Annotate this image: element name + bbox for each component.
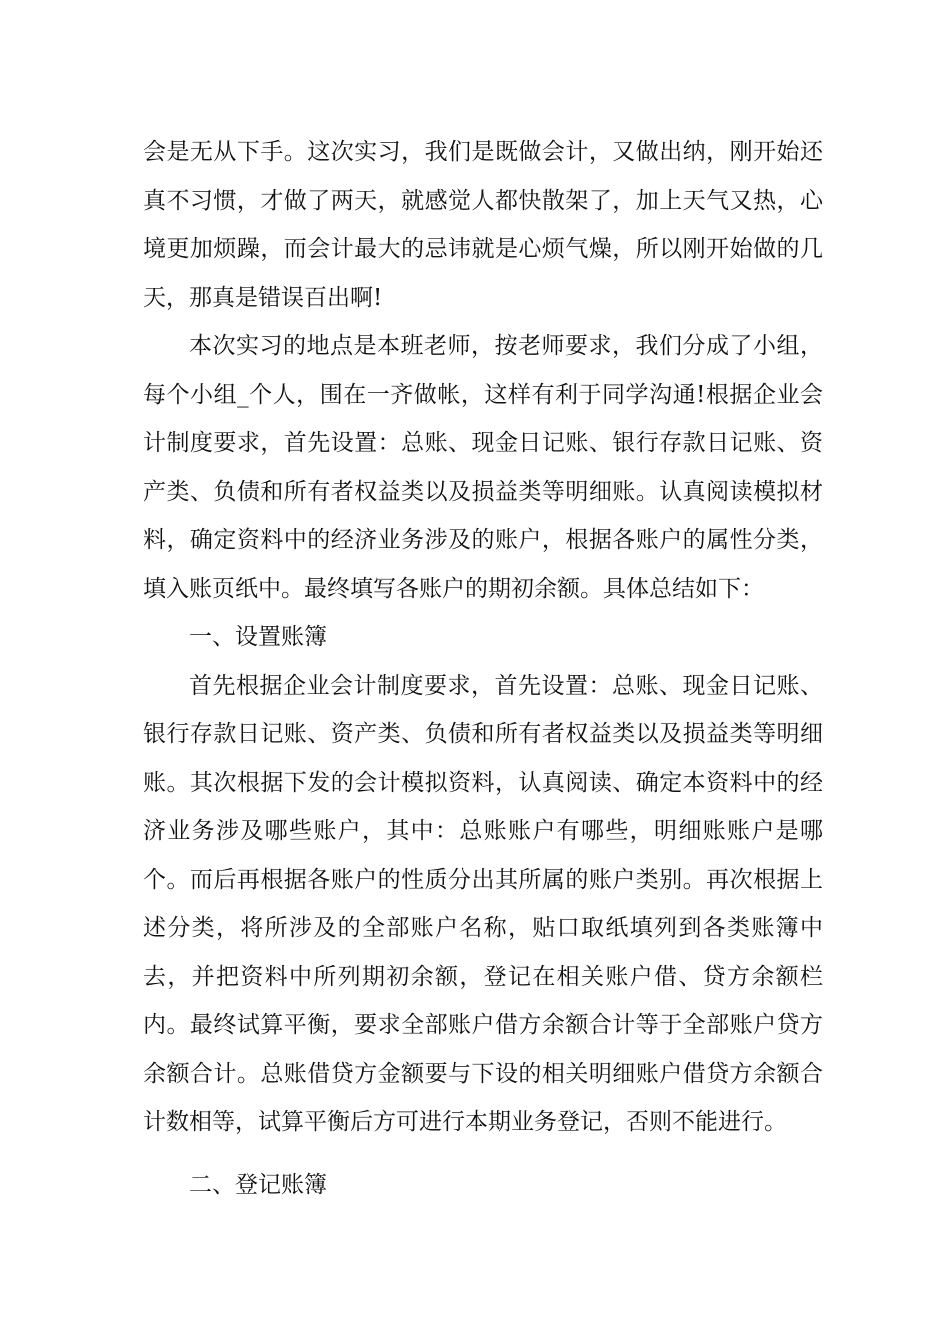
document-body bbox=[143, 128, 823, 1209]
section-heading-register-books: 二、登记账簿 bbox=[189, 1171, 327, 1198]
paragraph-internship-location: 本次实习的地点是本班老师，按老师要求，我们分成了小组，每个小组_个人，围在一齐做帐，这样有利于同学沟通!根据企业会计制度要求，首先设置：总账、现金日记账、银行存款日记账、资产类、负债和所有者权益类以及损益类等明细账。认真阅读模拟材料，确定资料中的经济业务涉及的账户，根据各账户的属性分类，填入账页纸中。最终填写各账户的期初余额。具体总结如下： bbox=[143, 333, 823, 602]
section-heading-setup-books: 一、设置账簿 bbox=[189, 624, 327, 650]
paragraph-setup-books: 首先根据企业会计制度要求，首先设置：总账、现金日记账、银行存款日记账、资产类、负债和所有者权益类以及损益类等明细账。其次根据下发的会计模拟资料，认真阅读、确定本资料中的经济业务涉及哪些账户，其中：总账账户有哪些，明细账账户是哪个。而后再根据各账户的性质分出其所属的账户类别。再次根据上述分类，将所涉及的全部账户名称，贴口取纸填列到各类账簿中去，并把资料中所列期初余额，登记在相关账户借、贷方余额栏内。最终试算平衡，要求全部账户借方余额合计等于全部账户贷方余额合计。总账借贷方金额要与下设的相关明细账户借贷方余额合计数相等，试算平衡后方可进行本期业务登记，否则不能进行。 bbox=[143, 672, 823, 1135]
paragraph-continuation: 会是无从下手。这次实习，我们是既做会计，又做出纳，刚开始还真不习惯，才做了两天，就感觉人都快散架了，加上天气又热，心境更加烦躁，而会计最大的忌讳就是心烦气燥，所以刚开始做的几天，那真是错误百出啊! bbox=[143, 139, 823, 311]
